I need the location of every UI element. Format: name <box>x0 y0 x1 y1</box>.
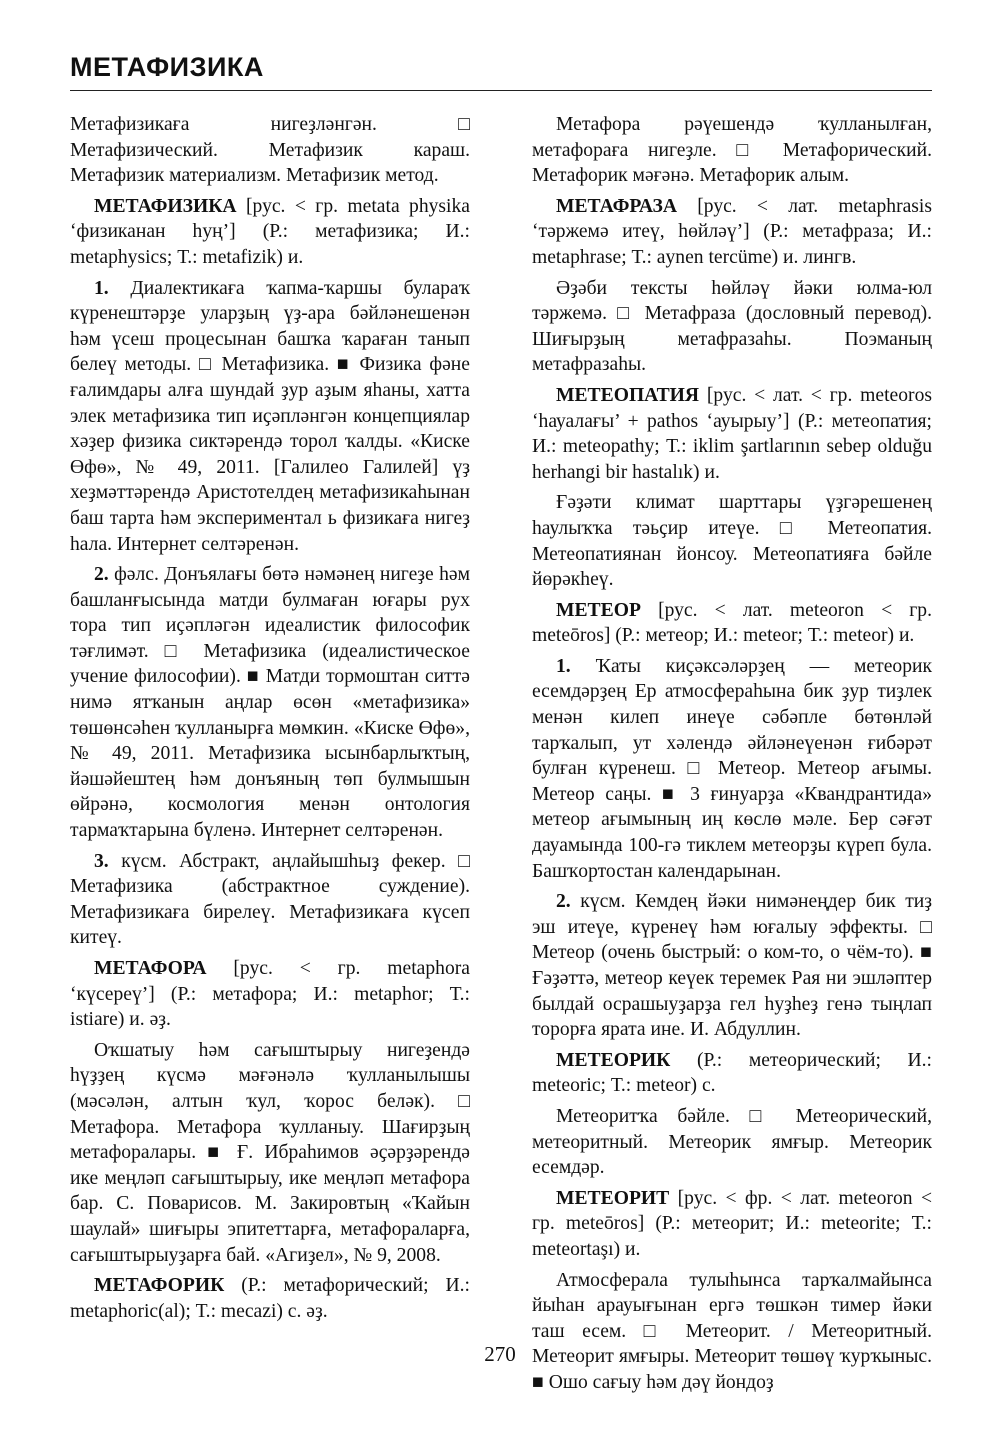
definition: Ғәҙәти климат шарттары үҙгәрешенең һаулыҡҡа тәьҫир итеүе. □ Метеопатия. Метеопатиянан йонсоу. Метеопатияға бәйле йөрәкһеү. <box>532 492 932 591</box>
etymology: (Р.: метеорический; И.: meteoric; Т.: meteor) с. <box>532 1049 932 1097</box>
headword: МЕТЕОРИК <box>556 1049 671 1071</box>
sense-1 <box>532 654 932 884</box>
headword: МЕТЕОПАТИЯ <box>556 384 700 406</box>
entry-metafora <box>70 956 470 1033</box>
sense-text: күсм. Кемдең йәки нимәнеңдер бик тиҙ эш итеүе, күренеү һәм юғалыу эффекты. □ Метеор (очень быстрый: о ком-то, о чём-то). ■ Ғәҙәттә, метеор кеүек теремек Рая ни эшләптер былдай осрашыуҙарҙа гел һуҙһеҙ генә тыңлап торорға ярата ине. И. Абдуллин. <box>532 891 932 1041</box>
definition: Оҡшатыу һәм сағыштырыу нигеҙендә һүҙҙең күсмә мәғәнәлә ҡулланылышы (мәсәлән, алтын ҡул, ҡорос беләк). □ Метафора. Метафора ҡулланыу. Шағирҙың метафоралары. ■ Ғ. Ибраһимов әҫәрҙәрендә ике меңләп сағыштырыу, ике меңләп метафора бар. С. Поварисов. М. Закировтың «Ҡайын шаулай» шиғыры эпитеттарға, метафораларға, сағыштырыуҙарға бай. «Агиҙел», № 9, 2008. <box>70 1039 470 1266</box>
entry-meteorit <box>532 1186 932 1263</box>
sense-2 <box>532 889 932 1043</box>
sense-number: 1. <box>556 655 571 677</box>
entry-meteorik <box>532 1048 932 1099</box>
definition: Әҙәби тексты һөйләү йәки юлма-юл тәржемә. □ Метафраза (дословный перевод). Шиғырҙың метафразаһы. Поэманың метафразаһы. <box>532 277 932 376</box>
headword: МЕТЕОР <box>556 599 641 621</box>
etymology: [рус. < лат. metaphrasis ‘тәржемә итеү, һөйләү’] (Р.: метафраза; И.: metaphrase; Т.: aynen tercüme) и. лингв. <box>532 195 932 268</box>
header-rule <box>70 90 932 91</box>
headword: МЕТАФРАЗА <box>556 195 678 217</box>
entry-meteopatiya <box>532 383 932 485</box>
etymology: [рус. < гр. metaphora ‘күсереү’] (Р.: метафора; И.: metaphor; Т.: istiare) и. әҙ. <box>70 958 470 1031</box>
sense-2 <box>70 562 470 844</box>
sense-number: 3. <box>94 850 109 872</box>
entry-metaforik <box>70 1273 470 1324</box>
page-number: 270 <box>484 1342 516 1366</box>
entry-continuation: Метафизикаға нигеҙләнгән. □ Метафизический. Метафизик караш. Метафизик материализм. Метафизик метод. <box>70 114 470 187</box>
sense-number: 2. <box>94 564 109 586</box>
sense-3 <box>70 849 470 951</box>
etymology: [рус. < гр. metata physika ‘физиканан һуң’] (Р.: метафизика; И.: metaphysics; Т.: metafizik) и. <box>70 195 470 268</box>
right-column <box>532 112 932 1401</box>
etymology: (Р.: метафорический; И.: metaphoric(al); Т.: mecazi) с. әҙ. <box>70 1275 470 1322</box>
entry-continuation: Метафора рәүешендә ҡулланылған, метафораға нигеҙле. □ Метафорический. Метафорик мәғәнә. Метафорик алым. <box>532 114 932 187</box>
sense-number: 2. <box>556 891 571 913</box>
definition: Метеоритҡа бәйле. □ Метеорический, метеоритный. Метеорик ямғыр. Метеорик есемдәр. <box>532 1105 932 1179</box>
etymology: [рус. < фр. < лат. meteoron < гр. meteōros] (Р.: метеорит; И.: meteorite; Т.: meteortaşı) и. <box>532 1187 932 1260</box>
sense-number: 1. <box>94 277 109 299</box>
headword: МЕТЕОРИТ <box>556 1187 670 1209</box>
headword: МЕТАФИЗИКА <box>94 195 237 217</box>
sense-text: фәлс. Донъялағы бөтә нәмәнең нигеҙе һәм башланғысында матди булмаған юғары рух тора тип иҫәпләгән идеалистик философик тәғлимәт. □ Метафизика (идеалистическое учение философии). ■ Матди тормоштан ситтә нимә ятҡанын аңлар өсөн «метафизика» төшөнсәһен ҡулланырға мөмкин. «Киске Өфө», № 49, 2011. Метафизика ысынбарлыҡтың, йәшәйештең һәм донъяның төп булмышын өйрәнә, космология менән онтология тармаҡтарына бүленә. Интернет селтәренән. <box>70 564 470 842</box>
etymology: [рус. < лат. < гр. meteoros ‘һауалағы’ + pathos ‘ауырыу’] (Р.: метеопатия; И.: meteopathy; Т.: iklim şartlarının sebep olduğu herhangi bir hastalık) и. <box>532 384 932 483</box>
sense-1 <box>70 276 470 558</box>
entry-meteor <box>532 598 932 649</box>
sense-text: Ҡаты киҫәксәләрҙең — метеорик есемдәрҙең Ер атмосфераһына бик ҙур тиҙлек менән килеп инеүе сәбәпле бөтөнләй тарҡалып, ут хәлендә әйләнеүенән ғибәрәт булған күренеш. □ Метеор. Метеор ағымы. Метеор саңы. ■ 3 ғинуарҙа «Квандрантида» метеор ағымының иң көслө мәле. Бер сәғәт дауамында 100-гә тиклем метеорҙы күреп була. Башҡортостан календарынан. <box>532 655 932 882</box>
running-head: МЕТАФИЗИКА <box>70 52 264 82</box>
definition: Атмосферала тулыһынса тарҡалмайынса йыһан арауығынан ергә төшкән тимер йәки таш есем. □ Метеорит. / Метеоритный. Метеорит ямғыры. Метеорит төшөү ҡурҡыныс. ■ Ошо сағыу һәм дәү йондоҙ <box>532 1269 932 1393</box>
left-column <box>70 112 470 1329</box>
sense-text: күсм. Абстракт, аңлайышһыҙ фекер. □ Метафизика (абстрактное суждение). Метафизикаға бирелеү. Метафизикаға күсеп китеү. <box>70 850 470 949</box>
headword: МЕТАФОРИК <box>94 1275 225 1297</box>
entry-metafraza <box>532 194 932 271</box>
sense-text: Диалектикаға ҡапма-ҡаршы булараҡ күренештәрҙе уларҙың үҙ-ара бәйләнешенән һәм үсеш процесынан башҡа ҡараған танып белеү методы. □ Метафизика. ■ Физика фәне ғалимдары алға шундай ҙур аҙым яһаны, хатта элек метафизика тип иҫәпләнгән концепциялар хәҙер физика сиктәрендә торол ҡалды. «Киске Өфө», № 49, 2011. [Галилео Галилей] үҙ хеҙмәттәрендә Аристотелдең метафизикаһынан баш тарта һәм экспериментал ь физикаға нигеҙ һала. Интернет селтәренән. <box>70 277 470 555</box>
etymology: [рус. < лат. meteoron < гр. meteōros] (Р.: метеор; И.: meteor; Т.: meteor) и. <box>532 599 932 647</box>
entry-metafizika <box>70 194 470 271</box>
headword: МЕТАФОРА <box>94 958 207 979</box>
